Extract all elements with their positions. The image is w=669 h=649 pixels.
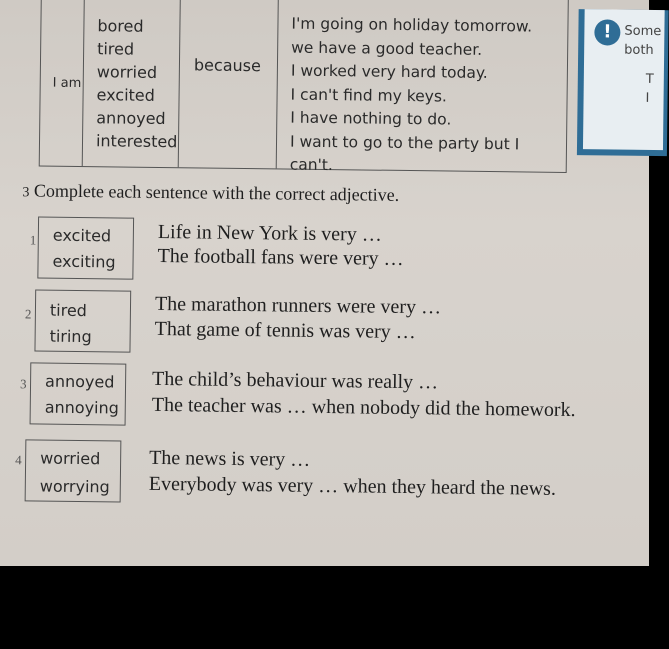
adjective-item: excited [96,85,155,105]
reason-item: I'm going on holiday tomorrow. [291,14,533,36]
option-box [37,217,134,280]
note-line: Some [624,23,662,40]
exercise-instruction: Complete each sentence with the correct adjective. [33,180,400,205]
note-panel [583,9,665,150]
option-box [25,439,122,502]
sentence: The football fans were very … [157,244,404,270]
adjective-item: bored [97,16,144,36]
option-word: tired [49,300,88,321]
sentence: Everybody was very … when they heard the news. [148,472,557,500]
note-line: T [645,71,654,88]
adjective-list [96,14,179,153]
option-word: annoyed [44,371,115,392]
item-number: 4 [15,452,22,468]
option-word: annoying [44,397,119,418]
item-number: 3 [19,376,27,392]
table-connector: because [193,55,261,76]
table-subject: I am [52,75,82,92]
sentence: The marathon runners were very … [154,292,442,319]
note-line: I [645,90,650,106]
sentence: That game of tennis was very … [154,317,416,344]
item-number: 1 [29,232,37,248]
reason-item: I worked very hard today. [290,61,488,82]
option-box [34,289,131,352]
note-line: both [624,42,654,59]
note-text-continued [645,70,653,108]
reason-item: I want to go to the party but I can't. [289,132,520,175]
grammar-table [39,0,569,173]
sentence: Life in New York is very … [157,220,382,246]
adjective-item: interested [95,131,178,152]
table-divider [276,0,279,168]
option-word: exciting [52,251,116,272]
exercise-number: 3 [22,185,30,201]
option-word: tiring [49,326,92,347]
reason-item: we have a good teacher. [291,38,483,59]
reason-item: I can't find my keys. [290,85,448,105]
sentence: The news is very … [149,446,311,471]
table-divider [82,0,85,166]
adjective-item: annoyed [96,108,166,129]
option-word: worrying [39,476,110,497]
reason-item: I have nothing to do. [290,108,452,129]
adjective-item: worried [96,62,158,82]
exercise-title [22,180,399,206]
item-number: 2 [24,306,32,322]
option-box [30,362,127,425]
sentence: The child’s behaviour was really … [151,367,439,394]
option-word: excited [52,225,112,246]
reason-list [290,13,568,181]
adjective-item: tired [97,39,135,59]
sentence: The teacher was … when nobody did the homework. [151,393,576,422]
option-word: worried [40,448,101,469]
exclamation-icon: ! [594,19,620,45]
note-text [624,22,661,60]
note-box [577,9,669,156]
